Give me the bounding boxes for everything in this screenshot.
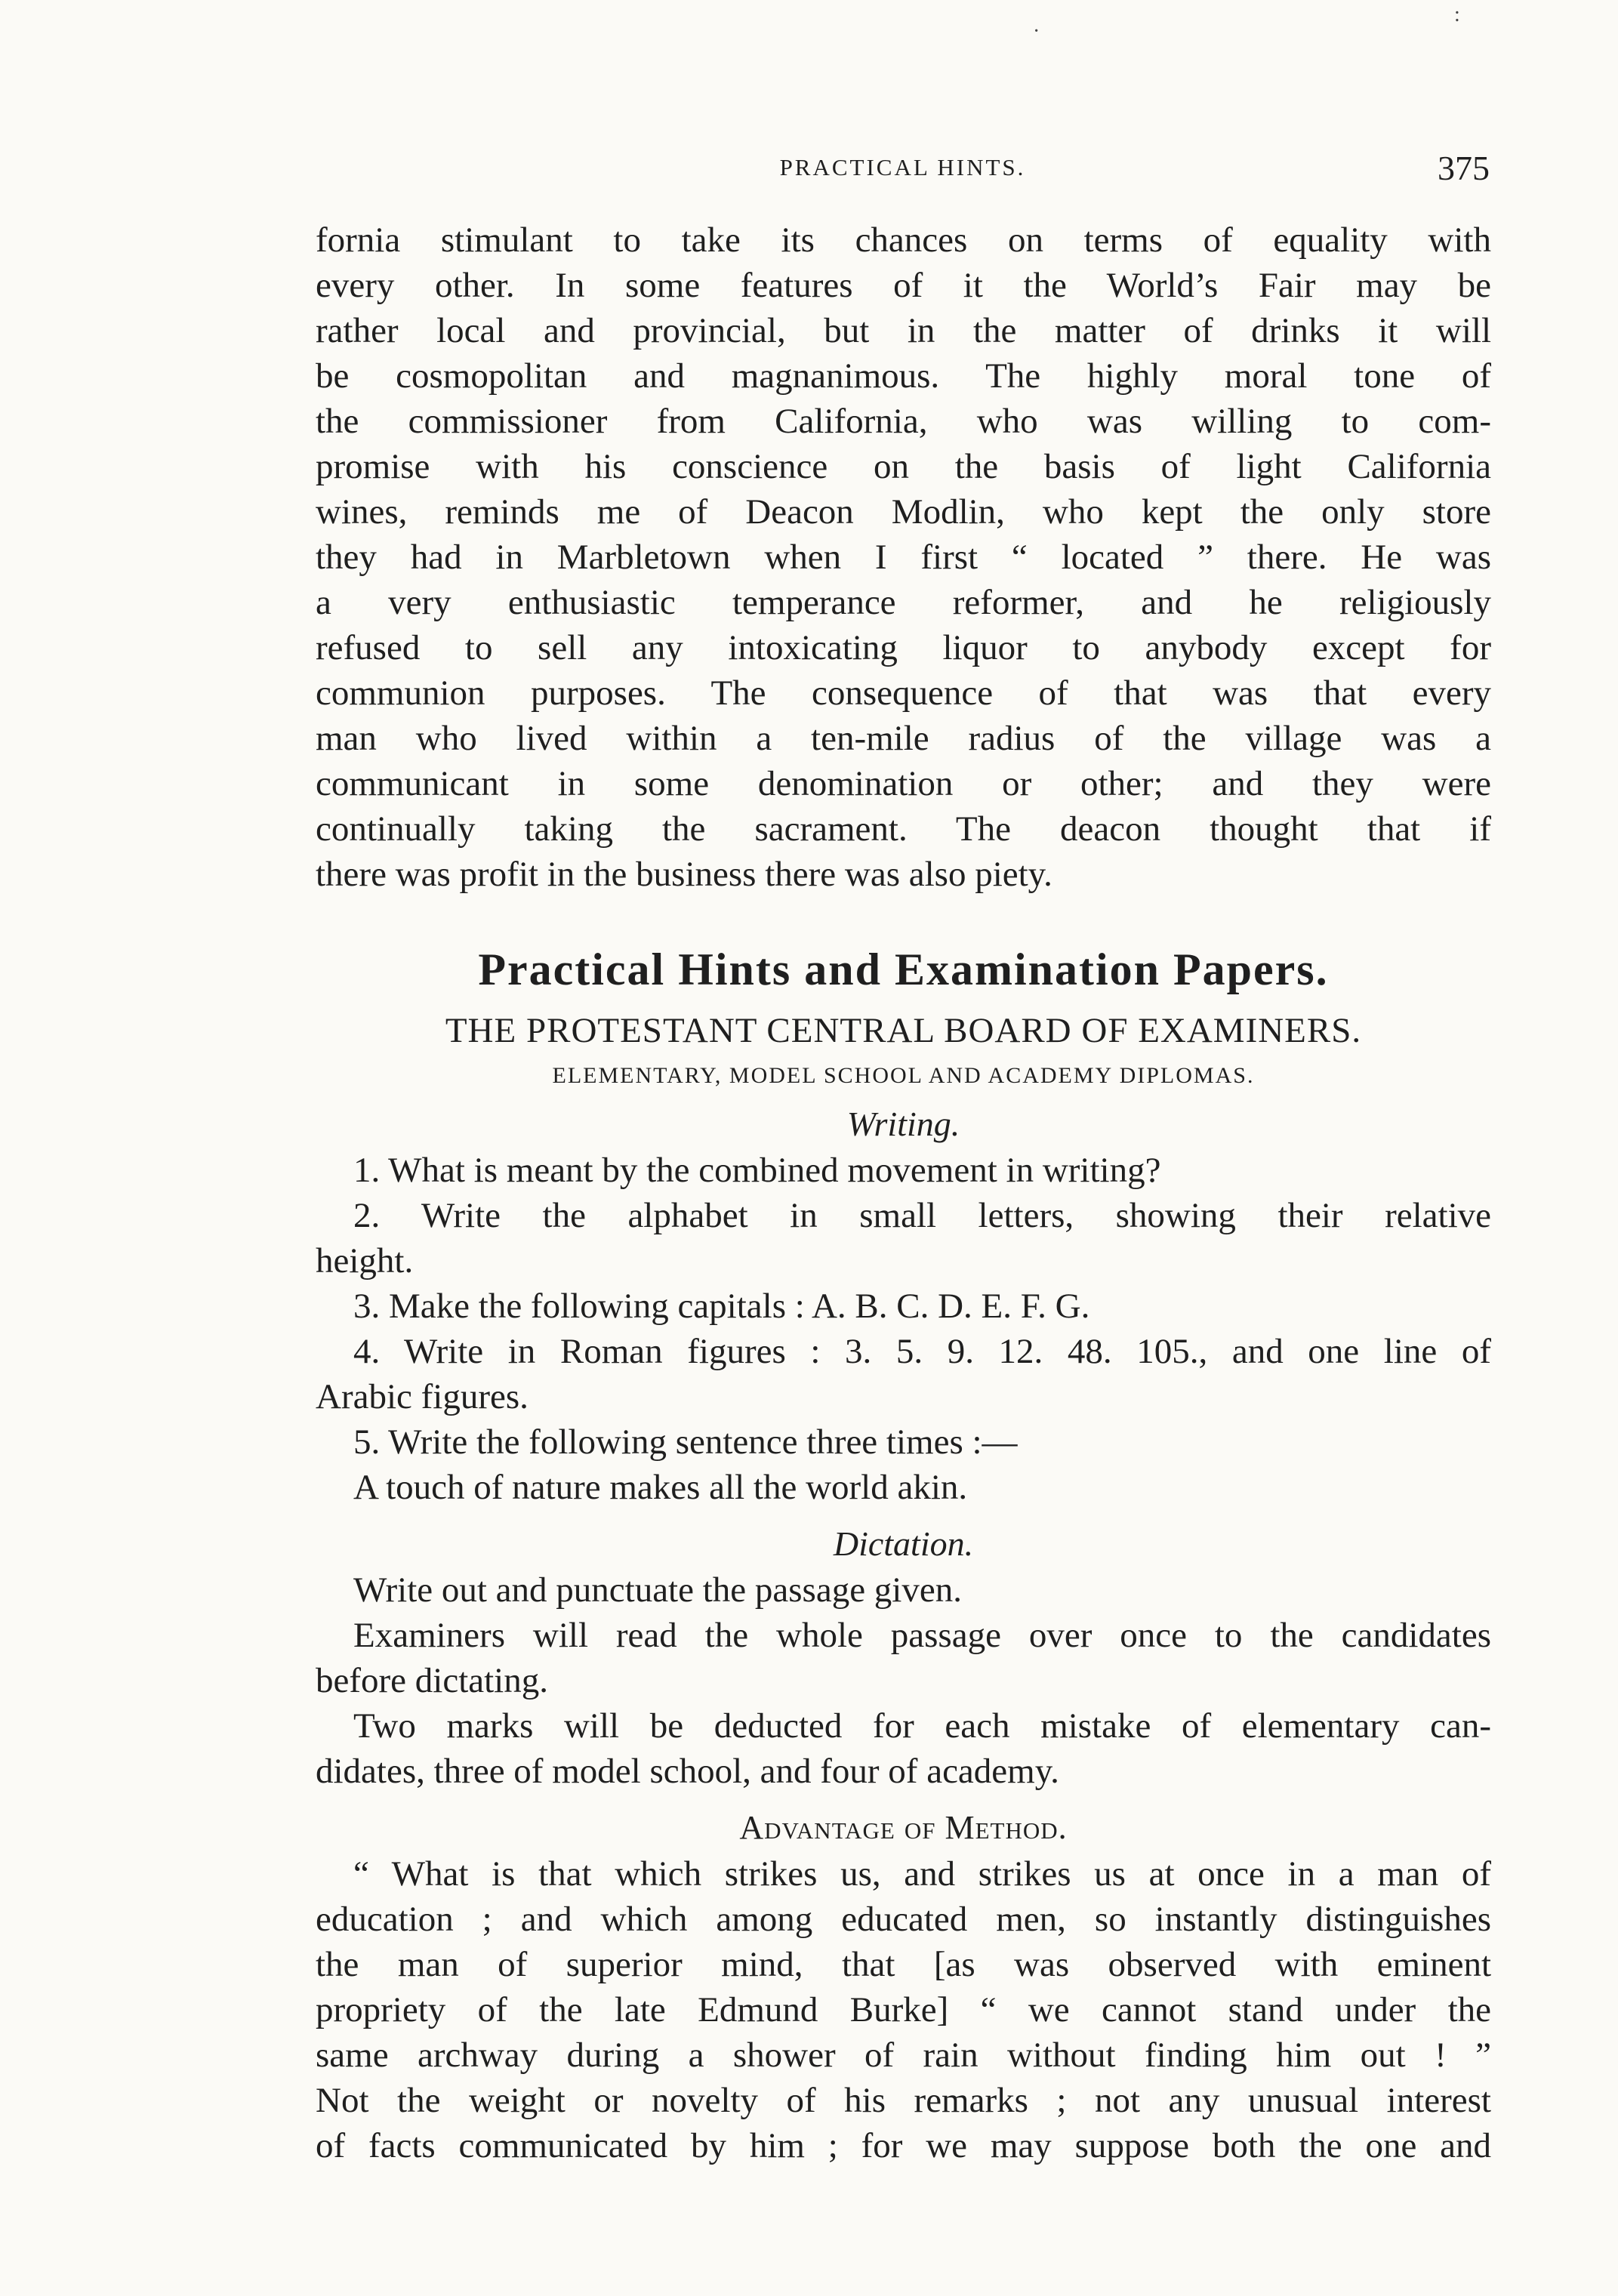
text-line: wines, reminds me of Deacon Modlin, who kept the only store (316, 492, 1491, 532)
text-line: there was profit in the business there was also piety. (316, 855, 1052, 894)
scan-speck: · (1033, 20, 1040, 43)
passage-line: Not the weight or novelty of his remarks ; not any unusual interest (316, 2081, 1491, 2120)
text-line: continually taking the sacrament. The deacon thought that if (316, 809, 1491, 849)
section-gap (316, 1510, 1491, 1521)
question-line: Arabic figures. (316, 1377, 529, 1416)
text-line: they had in Marbletown when I first “ located ” there. He was (316, 538, 1491, 577)
text-line: a very enthusiastic temperance reformer, and he religiously (316, 583, 1491, 622)
text-line: the commissioner from California, who was willing to com- (316, 402, 1491, 441)
opening-paragraph (316, 217, 1491, 897)
section-gap (316, 1794, 1491, 1804)
instruction-line: before dictating. (316, 1661, 548, 1700)
instruction-line: Write out and punctuate the passage given. (353, 1570, 962, 1610)
text-line: communicant in some denomination or other; and they were (316, 764, 1491, 803)
text-line: fornia stimulant to take its chances on terms of equality with (316, 220, 1491, 260)
passage-line: “ What is that which strikes us, and strikes us at once in a man of (353, 1854, 1491, 1894)
page-body (316, 217, 1491, 2168)
diplomas-heading: ELEMENTARY, MODEL SCHOOL AND ACADEMY DIPLOMAS. (552, 1063, 1255, 1088)
question-line: 4. Write in Roman figures : 3. 5. 9. 12. 48. 105., and one line of (353, 1332, 1491, 1371)
running-head (316, 148, 1490, 193)
text-line: every other. In some features of it the World’s Fair may be (316, 266, 1491, 305)
scan-speck: : (1454, 3, 1460, 26)
question-line: 3. Make the following capitals : A. B. C. D. E. F. G. (353, 1287, 1090, 1326)
text-line: promise with his conscience on the basis of light California (316, 447, 1491, 486)
writing-section (316, 1101, 1491, 1510)
section-gap (316, 897, 1491, 941)
section-title: Practical Hints and Examination Papers. (478, 945, 1329, 994)
text-line: be cosmopolitan and magnanimous. The highly moral tone of (316, 356, 1491, 396)
page-number: 375 (1438, 149, 1490, 187)
passage-line: the man of superior mind, that [as was observed with eminent (316, 1945, 1491, 1984)
board-heading: THE PROTESTANT CENTRAL BOARD OF EXAMINERS. (445, 1011, 1362, 1050)
text-line: refused to sell any intoxicating liquor to anybody except for (316, 628, 1491, 667)
question-line: 1. What is meant by the combined movement in writing? (353, 1151, 1161, 1190)
dictation-heading: Dictation. (833, 1524, 974, 1563)
text-line: rather local and provincial, but in the matter of drinks it will (316, 311, 1491, 350)
instruction-line: didates, three of model school, and four of academy. (316, 1752, 1059, 1791)
text-line: communion purposes. The consequence of that was that every (316, 673, 1491, 713)
text-line: man who lived within a ten-mile radius of the village was a (316, 719, 1491, 758)
passage-line: propriety of the late Edmund Burke] “ we cannot stand under the (316, 1990, 1491, 2029)
dictation-section (316, 1521, 1491, 1794)
passage-line: education ; and which among educated men, so instantly distinguishes (316, 1900, 1491, 1939)
advantage-heading: Advantage of Method. (739, 1809, 1068, 1846)
instruction-line: Two marks will be deducted for each mistake of elementary can- (353, 1706, 1491, 1746)
running-title: PRACTICAL HINTS. (779, 154, 1026, 180)
instruction-line: Examiners will read the whole passage over once to the candidates (353, 1616, 1491, 1655)
advantage-section (316, 1804, 1491, 2168)
passage-line: of facts communicated by him ; for we may suppose both the one and (316, 2126, 1491, 2165)
writing-heading: Writing. (846, 1105, 960, 1143)
question-line: 2. Write the alphabet in small letters, showing their relative (353, 1196, 1491, 1235)
question-line: A touch of nature makes all the world akin. (353, 1468, 968, 1507)
question-line: 5. Write the following sentence three times :— (353, 1422, 1018, 1462)
passage-line: same archway during a shower of rain without finding him out ! ” (316, 2036, 1491, 2075)
question-line: height. (316, 1241, 414, 1281)
